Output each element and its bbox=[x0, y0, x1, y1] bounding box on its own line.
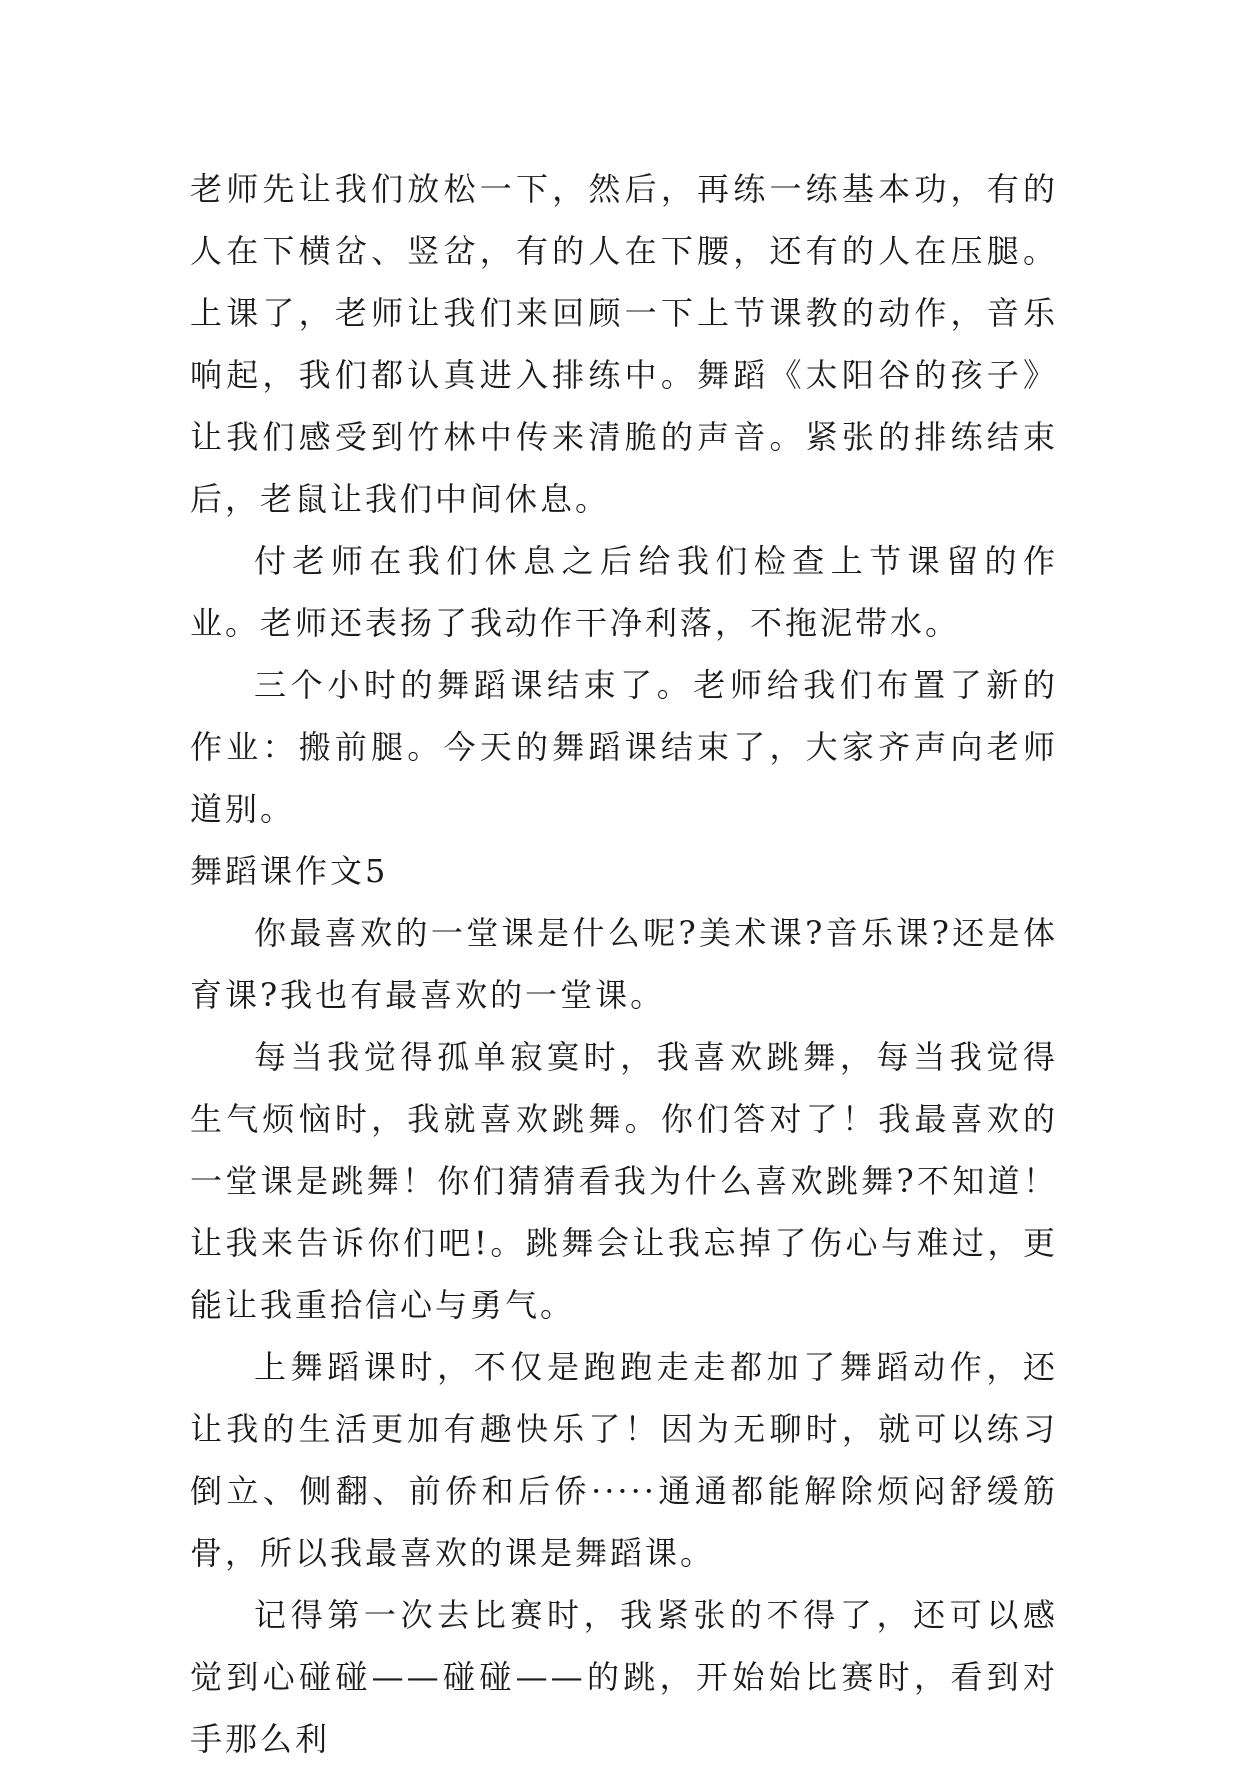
section-paragraph-2: 每当我觉得孤单寂寞时，我喜欢跳舞，每当我觉得生气烦恼时，我就喜欢跳舞。你们答对了！我最喜欢的一堂课是跳舞！你们猜猜看我为什么喜欢跳舞?不知道！让我来告诉你们吧!。跳舞会让我忘掉了伤心与难过，更能让我重拾信心与勇气。 bbox=[190, 1038, 1058, 1324]
section-paragraph-3: 上舞蹈课时，不仅是跑跑走走都加了舞蹈动作，还让我的生活更加有趣快乐了！因为无聊时，就可以练习倒立、侧翻、前侨和后侨·····通通都能解除烦闷舒缓筋骨，所以我最喜欢的课是舞蹈课。 bbox=[190, 1348, 1058, 1572]
paragraph-3: 三个小时的舞蹈课结束了。老师给我们布置了新的作业：搬前腿。今天的舞蹈课结束了，大家齐声向老师道别。 bbox=[190, 666, 1058, 828]
section-paragraph-4: 记得第一次去比赛时，我紧张的不得了，还可以感觉到心碰碰——碰碰——的跳，开始始比赛时，看到对手那么利 bbox=[190, 1596, 1058, 1758]
paragraph-2: 付老师在我们休息之后给我们检查上节课留的作业。老师还表扬了我动作干净利落，不拖泥带水。 bbox=[190, 542, 1058, 642]
section-paragraph-1: 你最喜欢的一堂课是什么呢?美术课?音乐课?还是体育课?我也有最喜欢的一堂课。 bbox=[190, 914, 1058, 1014]
paragraph-1: 老师先让我们放松一下，然后，再练一练基本功，有的人在下横岔、竖岔，有的人在下腰，还有的人在压腿。上课了，老师让我们来回顾一下上节课教的动作，音乐响起，我们都认真进入排练中。舞蹈《太阳谷的孩子》让我们感受到竹林中传来清脆的声音。紧张的排练结束后，老鼠让我们中间休息。 bbox=[190, 170, 1058, 518]
section-heading: 舞蹈课作文5 bbox=[190, 852, 389, 890]
document-body bbox=[190, 158, 1058, 1770]
